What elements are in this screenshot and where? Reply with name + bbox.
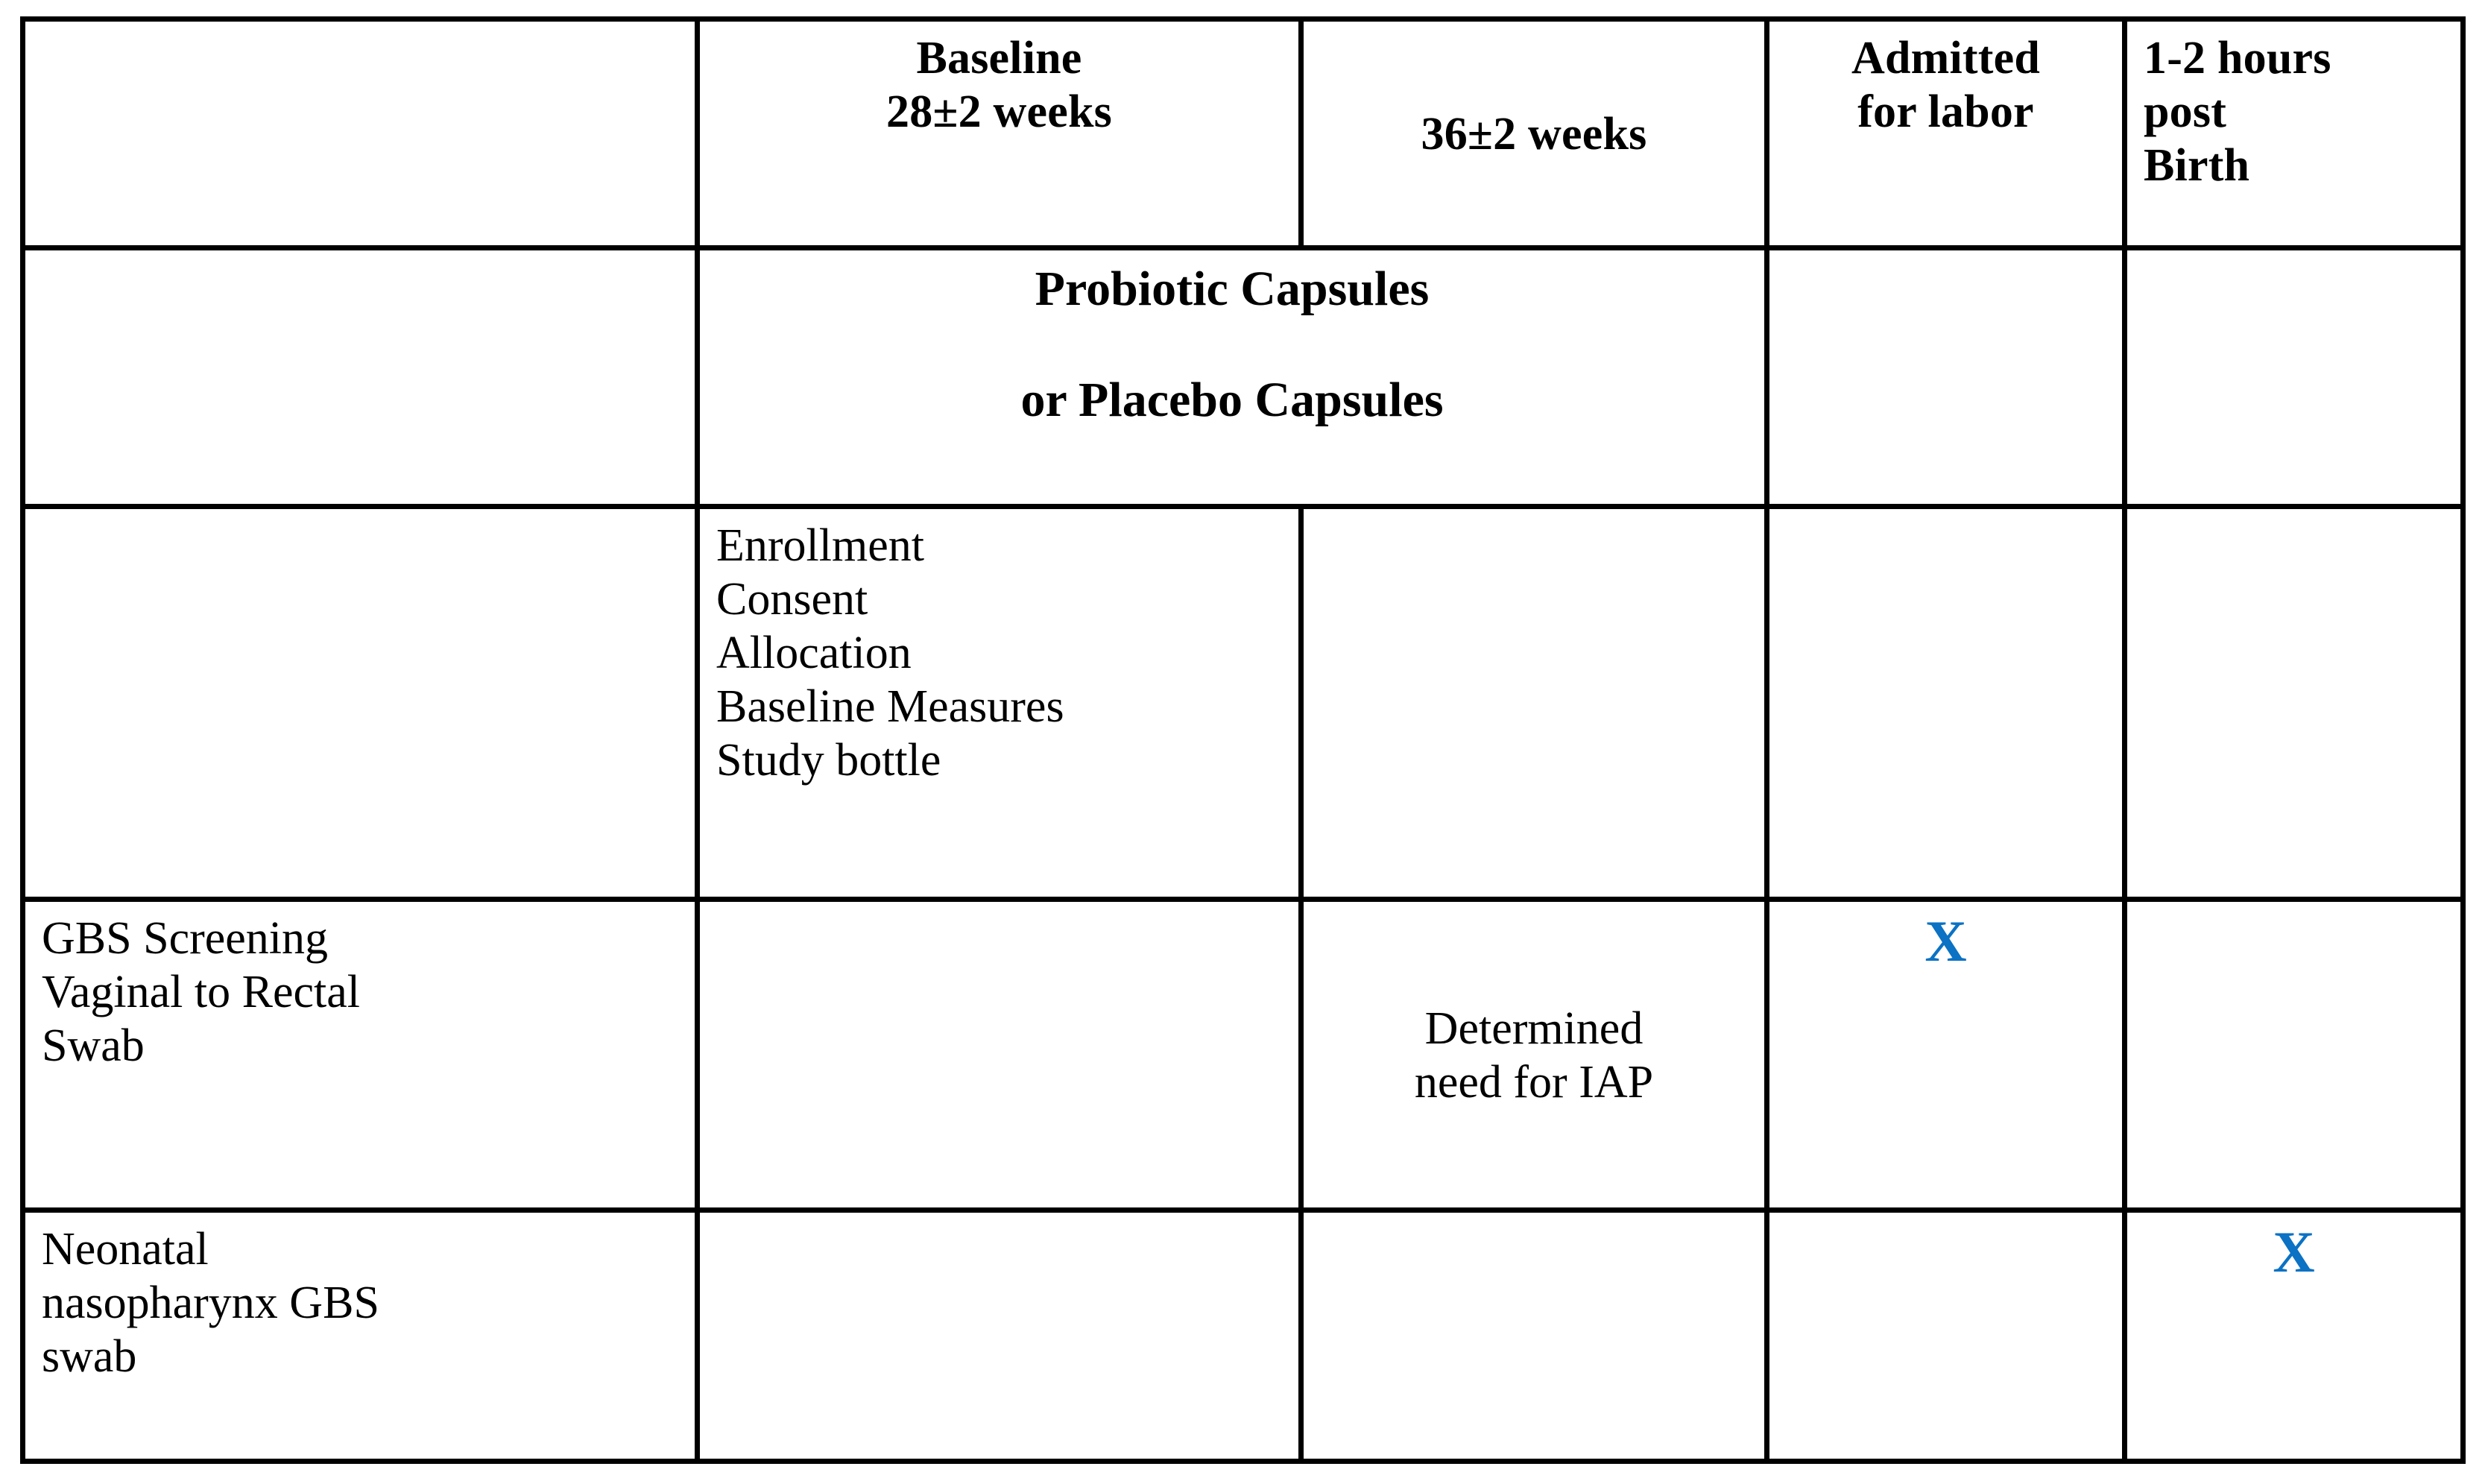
enrollment-cell-postbirth [2125,507,2463,900]
intervention-cell-postbirth [2125,248,2463,507]
header-activity-blank [25,22,695,245]
neonatal-cell-week36 [1301,1210,1767,1462]
study-schedule-table [20,16,2466,1464]
gbs-cell-week36 [1301,900,1767,1210]
header-admitted [1769,22,2122,245]
header-baseline-line2: 28±2 weeks [886,86,1112,137]
header-baseline [700,22,1298,245]
gbs-activity-label [25,902,695,1207]
neonatal-admitted-blank [1769,1213,2122,1459]
neonatal-cell-activity [23,1210,698,1462]
table-row [23,507,2463,900]
gbs-baseline-blank [700,902,1298,1207]
neonatal-postbirth-x-mark: X [2273,1219,2315,1284]
enrollment-cell-admitted [1767,507,2125,900]
header-cell-activity [23,19,698,248]
enrollment-cell-baseline [698,507,1301,900]
header-cell-week36 [1301,19,1767,248]
gbs-cell-activity [23,900,698,1210]
neonatal-week36-blank [1304,1213,1764,1459]
gbs-cell-postbirth [2125,900,2463,1210]
intervention-cell-admitted [1767,248,2125,507]
enrollment-item-allocation: Allocation [716,627,912,678]
gbs-admitted-x-mark: X [1924,909,1967,973]
neonatal-activity-line2: nasopharynx GBS [42,1277,379,1328]
gbs-week36-line2: need for IAP [1414,1057,1654,1108]
neonatal-cell-postbirth [2125,1210,2463,1462]
gbs-cell-baseline [698,900,1301,1210]
intervention-line-placebo: or Placebo Capsules [1020,372,1444,427]
header-cell-postbirth [2125,19,2463,248]
gbs-week36-line1: Determined [1424,1003,1643,1055]
enrollment-postbirth-blank [2127,509,2460,897]
header-cell-admitted [1767,19,2125,248]
header-week36 [1304,22,1764,245]
neonatal-postbirth-mark-wrap [2127,1213,2460,1459]
gbs-week36-note [1304,902,1764,1207]
gbs-activity-line3: Swab [42,1020,145,1071]
enrollment-item-baseline-measures: Baseline Measures [716,681,1064,732]
neonatal-cell-admitted [1767,1210,2125,1462]
gbs-activity-line1: GBS Screening [42,913,329,964]
neonatal-cell-baseline [698,1210,1301,1462]
intervention-line-spacer [716,318,1748,372]
intervention-line-probiotic: Probiotic Capsules [1035,262,1430,316]
header-baseline-line1: Baseline [916,33,1082,83]
intervention-cell-capsules [698,248,1767,507]
enrollment-baseline-list [700,509,1298,897]
header-week36-line1: 36±2 weeks [1421,109,1647,160]
intervention-postbirth-blank [2127,250,2460,504]
enrollment-cell-week36 [1301,507,1767,900]
table-row [23,900,2463,1210]
enrollment-cell-activity [23,507,698,900]
enrollment-item-consent: Consent [716,573,868,625]
enrollment-week36-blank [1304,509,1764,897]
header-admitted-line2: for labor [1857,86,2034,137]
header-cell-baseline [698,19,1301,248]
neonatal-activity-line1: Neonatal [42,1224,209,1275]
intervention-cell-activity [23,248,698,507]
intervention-activity-blank [25,250,695,504]
enrollment-activity-blank [25,509,695,897]
intervention-row [23,248,2463,507]
enrollment-item-enrollment: Enrollment [716,520,924,571]
enrollment-admitted-blank [1769,509,2122,897]
table-header-row [23,19,2463,248]
header-postbirth-line2: post [2144,86,2227,137]
header-postbirth-line1: 1-2 hours [2144,33,2331,83]
header-postbirth [2127,22,2460,245]
neonatal-baseline-blank [700,1213,1298,1459]
gbs-admitted-mark-wrap [1769,902,2122,1207]
intervention-capsules-text [700,250,1764,504]
neonatal-activity-line3: swab [42,1330,137,1382]
gbs-cell-admitted [1767,900,2125,1210]
table-row [23,1210,2463,1462]
enrollment-item-study-bottle: Study bottle [716,734,941,786]
intervention-admitted-blank [1769,250,2122,504]
neonatal-activity-label [25,1213,695,1459]
gbs-postbirth-blank [2127,902,2460,1207]
header-admitted-line1: Admitted [1851,33,2041,83]
gbs-activity-line2: Vaginal to Rectal [42,966,360,1017]
header-postbirth-line3: Birth [2144,139,2250,191]
